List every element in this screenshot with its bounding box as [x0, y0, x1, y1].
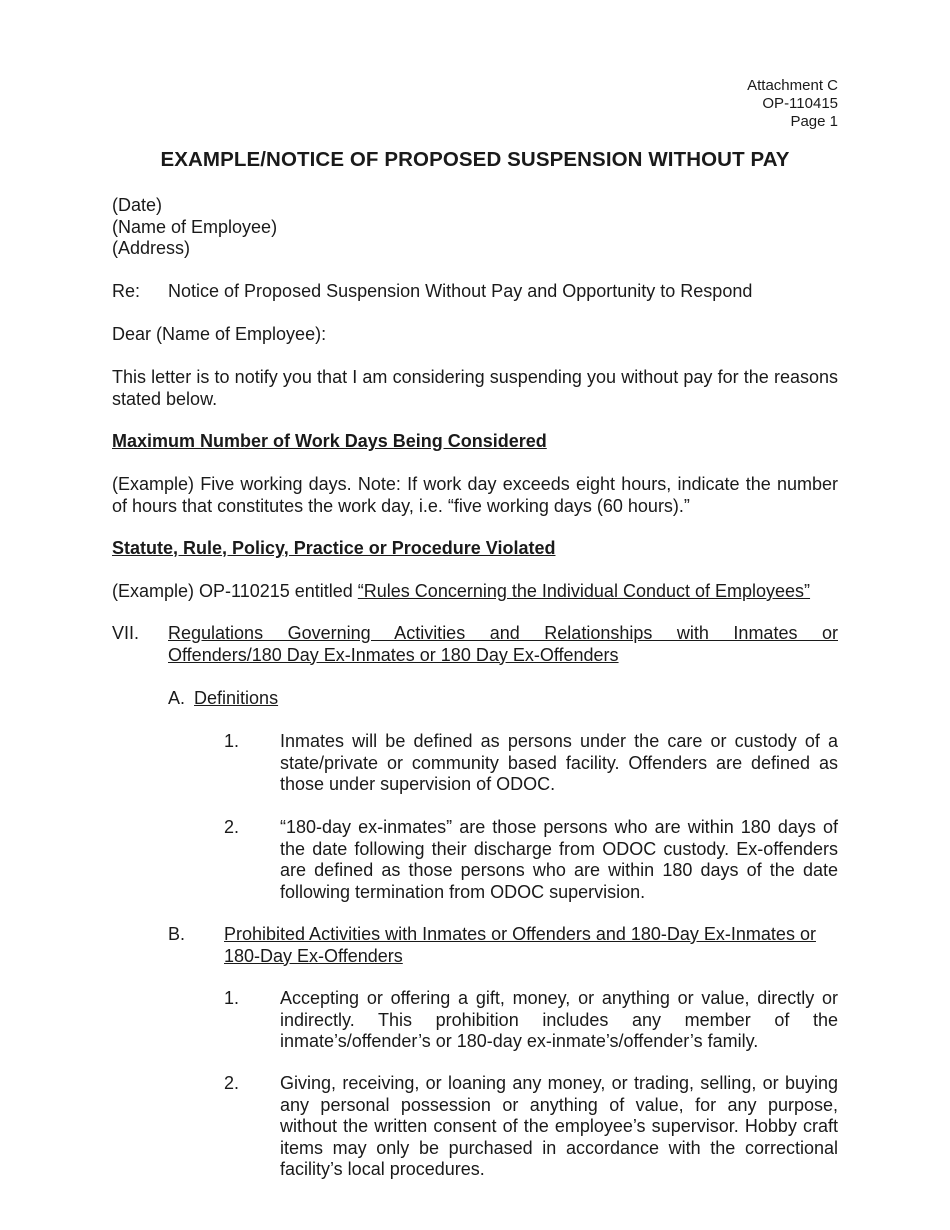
section-vii-title-line2-wrap: [168, 645, 838, 667]
max-days-heading: Maximum Number of Work Days Being Considered: [112, 431, 547, 451]
prohibited-1-text: Accepting or offering a gift, money, or anything or value, directly or indirectly. This prohibition includes any member of the inmate’s/offender’s or 180-day ex-inmate’s/offender’s family.: [280, 988, 838, 1051]
subsection-a: [168, 688, 278, 710]
statute-example: [112, 581, 838, 603]
statute-heading: Statute, Rule, Policy, Practice or Procedure Violated: [112, 538, 556, 558]
document-title: EXAMPLE/NOTICE OF PROPOSED SUSPENSION WITHOUT PAY: [160, 148, 790, 171]
section-vii-title-line1: Regulations Governing Activities and Relationships with Inmates or: [168, 623, 838, 643]
intro-paragraph: This letter is to notify you that I am considering suspending you without pay for the reasons stated below.: [112, 367, 838, 409]
page-number: Page 1: [790, 113, 838, 130]
statute-example-prefix: (Example) OP-110215 entitled: [112, 581, 358, 601]
re-text: Notice of Proposed Suspension Without Pay and Opportunity to Respond: [168, 281, 753, 301]
subsection-b-title-wrap: [224, 924, 838, 967]
section-vii-numeral: VII.: [112, 623, 140, 643]
date-line: (Date): [112, 195, 163, 215]
prohibited-2-number: 2.: [224, 1073, 240, 1093]
document-id: OP-110415: [762, 95, 838, 112]
max-days-heading-wrap: [112, 431, 838, 453]
definition-2-text: “180-day ex-inmates” are those persons who are within 180 days of the date following their discharge from ODOC custody. Ex-offenders are defined as those persons who are within 180 days of the date following termination from ODOC supervision.: [280, 817, 838, 902]
max-days-body: (Example) Five working days. Note: If work day exceeds eight hours, indicate the number of hours that constitutes the work day, i.e. “five working days (60 hours).”: [112, 474, 838, 516]
employee-name-line: (Name of Employee): [112, 216, 278, 237]
prohibited-1-number: 1.: [224, 988, 240, 1008]
attachment-label: Attachment C: [747, 77, 838, 94]
subsection-a-title: Definitions: [194, 688, 279, 708]
salutation: Dear (Name of Employee):: [112, 324, 327, 344]
subsection-b-title: Prohibited Activities with Inmates or Offenders and 180-Day Ex-Inmates or 180-Day Ex-Offenders: [224, 924, 816, 966]
definition-1-number: 1.: [224, 731, 240, 751]
prohibited-2-text: Giving, receiving, or loaning any money, or trading, selling, or buying any personal possession or anything of value, for any purpose, without the written consent of the employee’s supervisor. Hobby craft items may only be purchased in accordance with the correctional facility’s local procedures.: [280, 1073, 838, 1179]
subsection-b-label: B.: [168, 924, 186, 944]
page-header: [747, 77, 838, 131]
definition-2-number: 2.: [224, 817, 240, 837]
address-block: [112, 195, 838, 260]
section-vii-title-line2: Offenders/180 Day Ex-Inmates or 180 Day Ex-Offenders: [168, 644, 619, 665]
statute-heading-wrap: [112, 538, 838, 560]
re-label: Re:: [112, 281, 141, 301]
subsection-a-label: A.: [168, 688, 186, 708]
section-vii-title: [168, 623, 838, 666]
definition-1-text: Inmates will be defined as persons under the care or custody of a state/private or community based facility. Offenders are defined as those under supervision of ODOC.: [280, 731, 838, 794]
re-line: [112, 281, 838, 303]
address-line: (Address): [112, 238, 191, 258]
statute-example-title: “Rules Concerning the Individual Conduct of Employees”: [357, 581, 811, 601]
